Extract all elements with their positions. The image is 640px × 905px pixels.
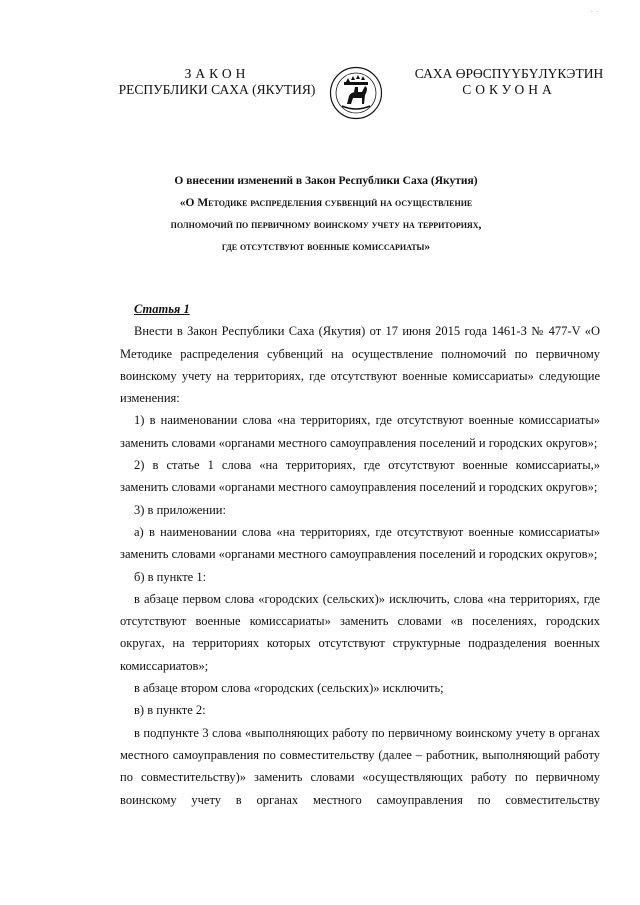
title-line-1: О внесении изменений в Закон Республики Саха (Якутия) bbox=[174, 175, 478, 187]
paragraph: а) в наименовании слова «на территориях, где отсутствуют военные комиссариаты» заменить словами «органами местного самоуправления поселений и городских округов»; bbox=[120, 524, 600, 562]
paragraph: 1) в наименовании слова «на территориях, где отсутствуют военные комиссариаты» заменить словами «органами местного самоуправления поселений и городских округов»; bbox=[120, 413, 600, 450]
paragraph: в абзаце втором слова «городских (сельских)» исключить; bbox=[134, 681, 444, 696]
paragraph: в абзаце первом слова «городских (сельских)» исключить, слова «на территориях, где отсутствуют военные комиссариаты» заменить словами «в поселениях, городских округах, на территориях которых отсутствуют структурные подразделения военных комиссариатов»; bbox=[120, 591, 600, 673]
document-body bbox=[120, 298, 600, 811]
document-title bbox=[100, 170, 552, 258]
paragraph: б) в пункте 1: bbox=[134, 569, 207, 584]
paragraph: Внести в Закон Республики Саха (Якутия) от 17 июня 2015 года 1461-З № 477-V «О Методике распределения субвенций на осуществление полномочий по первичному воинскому учету на территориях, где отсутствуют военные комиссариаты» следующие изменения: bbox=[120, 324, 600, 406]
coat-of-arms-emblem-icon bbox=[329, 66, 383, 120]
page-corner-mark: · · bbox=[590, 8, 600, 16]
paragraph: в подпункте 3 слова «выполняющих работу по первичному воинскому учету в органах местного самоуправления по совместительству (далее – работник, выполняющий работу по совместительству)» заменить словами «осуществляющих работу по первичному воинскому учету в органах местного самоуправления по совместительству bbox=[120, 725, 600, 807]
title-line-2: «О Методике распределения субвенций на осуществление bbox=[179, 197, 473, 209]
header-left-line2: РЕСПУБЛИКИ САХА (ЯКУТИЯ) bbox=[118, 82, 316, 97]
header-right-line2: СОКУОНА bbox=[462, 82, 556, 97]
header-right-block bbox=[396, 66, 622, 98]
paragraph: 3) в приложении: bbox=[134, 502, 226, 517]
article-heading: Статья 1 bbox=[134, 302, 190, 316]
header-right-line1: САХА ӨРӨСПҮҮБҮЛҮКЭТИН bbox=[414, 66, 604, 81]
paragraph: в) в пункте 2: bbox=[134, 703, 206, 718]
header-left-line1: ЗАКОН bbox=[184, 66, 250, 81]
title-line-3: полномочий по первичному воинскому учету на территориях, bbox=[170, 219, 482, 231]
title-line-4: где отсутствуют военные комиссариаты» bbox=[221, 241, 431, 253]
header-left-block bbox=[112, 66, 322, 98]
document-header bbox=[0, 66, 640, 126]
paragraph: 2) в статье 1 слова «на территориях, где отсутствуют военные комиссариаты,» заменить словами «органами местного самоуправления поселений и городских округов»; bbox=[120, 458, 600, 495]
